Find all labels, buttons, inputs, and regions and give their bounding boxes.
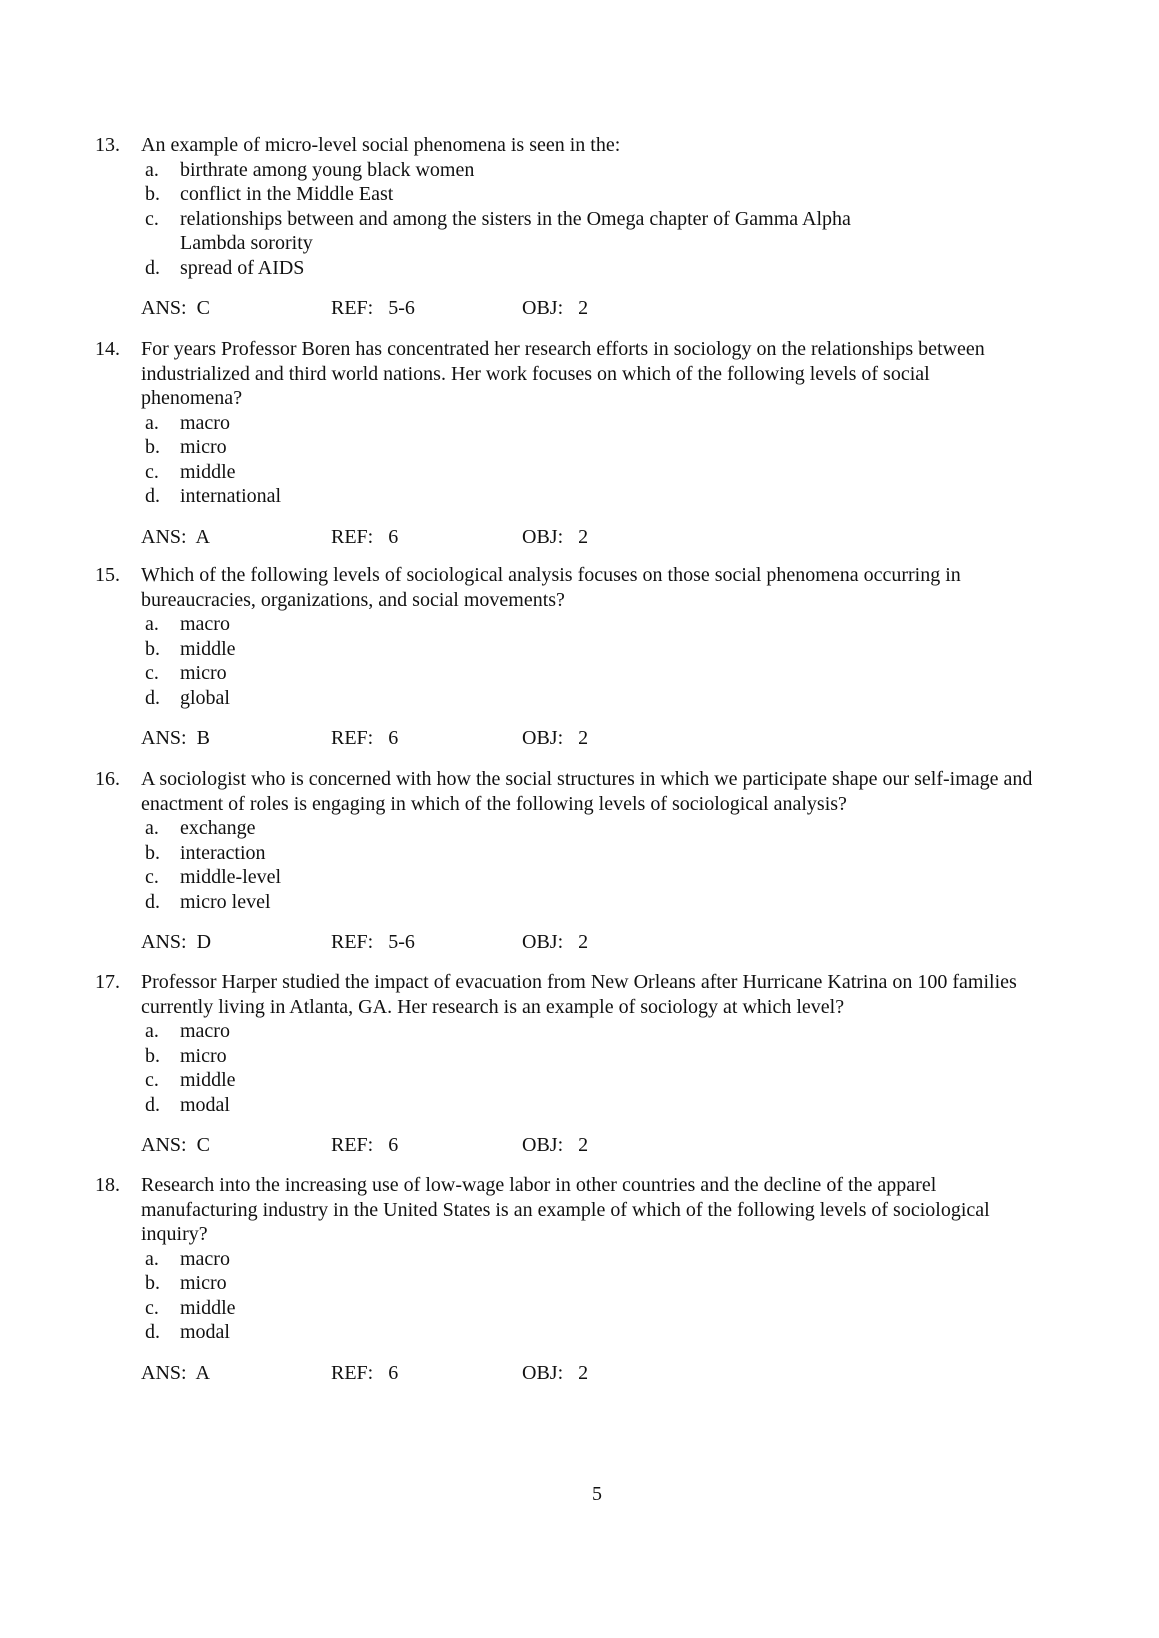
option-text: birthrate among young black women <box>180 158 475 181</box>
answer-key-line <box>95 1361 1035 1386</box>
question-text: Professor Harper studied the impact of evacuation from New Orleans after Hurricane Katrina on 100 families currently living in Atlanta, GA. Her research is an example of sociology at which level? <box>141 971 1017 1018</box>
page-number: 5 <box>592 1483 602 1505</box>
option-letter: c. <box>145 460 159 483</box>
question-text: Research into the increasing use of low-wage labor in other countries and the decline of the apparel manufacturing industry in the United States is an example of which of the following levels of sociological inquiry? <box>141 1174 990 1245</box>
answer-key: ANS: A <box>141 525 210 548</box>
question-item <box>95 133 1035 321</box>
option-letter: a. <box>145 613 159 635</box>
option-text: micro <box>180 1272 227 1294</box>
answer-option <box>95 484 1035 509</box>
answer-key-line <box>95 1133 1035 1158</box>
answer-option <box>95 841 1035 866</box>
answer-key: ANS: D <box>141 931 212 953</box>
option-letter: b. <box>145 637 160 660</box>
answer-key: ANS: C <box>141 1134 210 1156</box>
option-text: macro <box>180 411 230 434</box>
question-text: A sociologist who is concerned with how the social structures in which we participate shape our self-image and enactment of roles is engaging in which of the following levels of sociological analysis? <box>141 768 1033 815</box>
answer-option <box>95 890 1035 915</box>
reference-pages: REF: 6 <box>331 1361 399 1384</box>
option-letter: a. <box>145 1247 159 1270</box>
option-letter: b. <box>145 183 160 205</box>
option-text: modal <box>180 1321 230 1343</box>
answer-option <box>95 1271 1035 1296</box>
option-letter: d. <box>145 256 160 279</box>
answer-option <box>95 1320 1035 1345</box>
option-letter: b. <box>145 1044 160 1067</box>
option-text: modal <box>180 1093 230 1116</box>
option-text: relationships between and among the sisters in the Omega chapter of Gamma Alpha Lambda sorority <box>180 207 851 254</box>
option-text: middle <box>180 637 236 660</box>
answer-option <box>95 1044 1035 1069</box>
option-letter: d. <box>145 485 160 507</box>
option-letter: b. <box>145 436 160 458</box>
option-letter: c. <box>145 866 159 888</box>
reference-pages: REF: 6 <box>331 1134 399 1156</box>
question-item <box>95 970 1035 1158</box>
answer-key: ANS: A <box>141 1361 210 1384</box>
question-number: 15. <box>95 564 120 586</box>
answer-option <box>95 1247 1035 1272</box>
option-text: macro <box>180 1020 230 1042</box>
question-stem <box>95 767 1035 816</box>
option-text: micro level <box>180 890 271 913</box>
answer-key-line <box>95 525 1035 550</box>
answer-option <box>95 1019 1035 1044</box>
question-number: 18. <box>95 1174 120 1196</box>
answer-option <box>95 865 1035 890</box>
answer-key: ANS: B <box>141 727 210 749</box>
option-letter: d. <box>145 686 160 709</box>
answer-option <box>95 661 1035 686</box>
question-text: An example of micro-level social phenomena is seen in the: <box>141 134 621 156</box>
answer-key-line <box>95 930 1035 955</box>
reference-pages: REF: 5-6 <box>331 931 415 953</box>
question-item <box>95 337 1035 550</box>
option-text: micro <box>180 436 227 458</box>
question-stem <box>95 1173 1035 1247</box>
question-text: For years Professor Boren has concentrated her research efforts in sociology on the relationships between industrialized and third world nations. Her work focuses on which of the following levels of social phenomena? <box>141 338 985 409</box>
question-stem <box>95 337 1035 411</box>
answer-key-line <box>95 726 1035 751</box>
option-text: international <box>180 485 282 507</box>
question-number: 17. <box>95 971 120 993</box>
objective: OBJ: 2 <box>522 727 589 749</box>
option-text: middle <box>180 460 236 483</box>
option-text: middle-level <box>180 866 282 888</box>
answer-option <box>95 1068 1035 1093</box>
option-letter: a. <box>145 411 159 434</box>
option-letter: c. <box>145 662 159 684</box>
option-letter: c. <box>145 1296 159 1319</box>
answer-option <box>95 435 1035 460</box>
answer-option <box>95 207 1035 256</box>
answer-option <box>95 686 1035 711</box>
answer-key: ANS: C <box>141 297 210 319</box>
answer-option <box>95 1296 1035 1321</box>
option-letter: c. <box>145 207 159 230</box>
option-letter: d. <box>145 1093 160 1116</box>
option-text: global <box>180 686 230 709</box>
option-letter: d. <box>145 1321 160 1343</box>
question-number: 16. <box>95 768 120 790</box>
question-stem <box>95 133 1035 158</box>
question-stem <box>95 563 1035 612</box>
option-text: exchange <box>180 817 256 839</box>
answer-key-line <box>95 296 1035 321</box>
option-letter: d. <box>145 890 160 913</box>
answer-option <box>95 1093 1035 1118</box>
objective: OBJ: 2 <box>522 931 589 953</box>
answer-option <box>95 637 1035 662</box>
option-text: micro <box>180 1044 227 1067</box>
option-letter: b. <box>145 841 160 864</box>
option-letter: a. <box>145 158 159 181</box>
answer-option <box>95 158 1035 183</box>
objective: OBJ: 2 <box>522 297 589 319</box>
question-item <box>95 1173 1035 1386</box>
option-text: conflict in the Middle East <box>180 183 394 205</box>
question-item <box>95 563 1035 751</box>
reference-pages: REF: 5-6 <box>331 297 415 319</box>
question-stem <box>95 970 1035 1019</box>
option-letter: a. <box>145 817 159 839</box>
question-text: Which of the following levels of sociological analysis focuses on those social phenomena occurring in bureaucracies, organizations, and social movements? <box>141 564 961 611</box>
option-letter: a. <box>145 1020 159 1042</box>
option-text: middle <box>180 1069 236 1091</box>
answer-option <box>95 411 1035 436</box>
question-number: 14. <box>95 338 120 360</box>
option-text: spread of AIDS <box>180 256 305 279</box>
option-text: middle <box>180 1296 236 1319</box>
option-text: interaction <box>180 841 266 864</box>
question-number: 13. <box>95 134 120 156</box>
question-item <box>95 767 1035 955</box>
answer-option <box>95 816 1035 841</box>
reference-pages: REF: 6 <box>331 525 399 548</box>
option-text: macro <box>180 613 230 635</box>
objective: OBJ: 2 <box>522 1134 589 1156</box>
option-letter: c. <box>145 1069 159 1091</box>
answer-option <box>95 256 1035 281</box>
objective: OBJ: 2 <box>522 1361 589 1384</box>
option-text: micro <box>180 662 227 684</box>
option-letter: b. <box>145 1272 160 1294</box>
answer-option <box>95 612 1035 637</box>
option-text: macro <box>180 1247 230 1270</box>
objective: OBJ: 2 <box>522 525 589 548</box>
reference-pages: REF: 6 <box>331 727 399 749</box>
answer-option <box>95 460 1035 485</box>
answer-option <box>95 182 1035 207</box>
